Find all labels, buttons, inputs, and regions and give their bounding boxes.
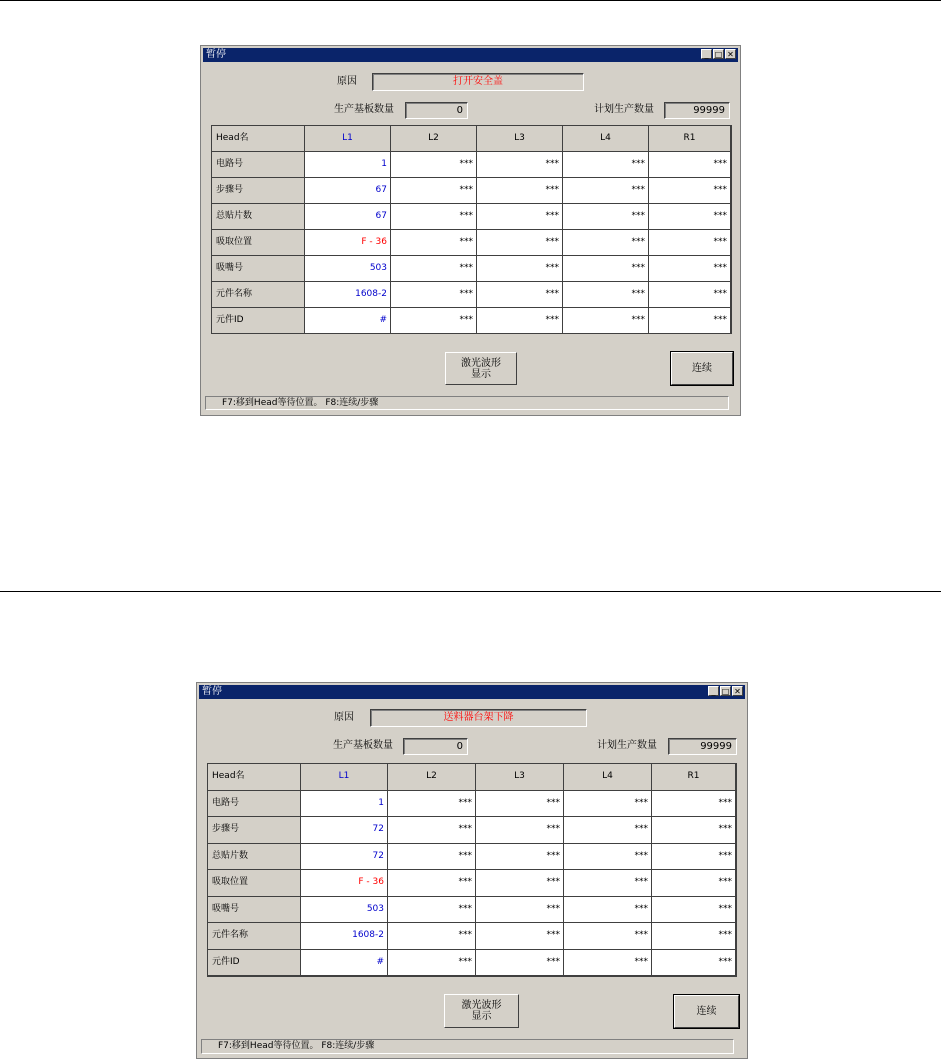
- continue-button[interactable]: [674, 995, 739, 1028]
- table-cell: ***: [388, 791, 476, 818]
- table-cell: ***: [564, 817, 652, 844]
- column-header-l3: L3: [476, 764, 564, 791]
- table-cell: ***: [563, 256, 649, 282]
- produced-count-field: 0: [403, 738, 468, 755]
- table-cell: ***: [476, 923, 564, 950]
- table-cell: ***: [476, 950, 564, 977]
- planned-count-label: 计划生产数量: [594, 104, 654, 115]
- table-cell: F - 36: [305, 230, 391, 256]
- close-icon[interactable]: ✕: [732, 686, 743, 696]
- table-cell: ***: [477, 282, 563, 308]
- row-label: 吸取位置: [212, 230, 305, 256]
- column-header-l1: L1: [301, 764, 388, 791]
- continue-label: 连续: [696, 1006, 717, 1017]
- table-cell: ***: [477, 152, 563, 178]
- continue-button[interactable]: [671, 352, 733, 385]
- table-cell: ***: [388, 844, 476, 871]
- table-cell: ***: [564, 791, 652, 818]
- row-label: 元件ID: [212, 308, 305, 334]
- table-cell: ***: [391, 152, 477, 178]
- table-cell: ***: [391, 230, 477, 256]
- table-cell: ***: [564, 897, 652, 924]
- table-cell: ***: [563, 230, 649, 256]
- head-status-table: [211, 125, 732, 334]
- table-cell: ***: [388, 897, 476, 924]
- minimize-icon[interactable]: _: [701, 49, 712, 59]
- table-cell: ***: [564, 870, 652, 897]
- column-header-l1: L1: [305, 126, 391, 152]
- table-cell: ***: [477, 308, 563, 334]
- table-cell: 1608-2: [301, 923, 388, 950]
- produced-count-field: 0: [405, 102, 468, 119]
- planned-count-field: 99999: [664, 102, 730, 119]
- table-cell: #: [301, 950, 388, 977]
- table-cell: ***: [563, 178, 649, 204]
- table-cell: 1: [301, 791, 388, 818]
- table-cell: ***: [649, 308, 731, 334]
- table-cell: ***: [388, 870, 476, 897]
- row-label: 步骤号: [208, 817, 301, 844]
- table-cell: ***: [388, 817, 476, 844]
- table-cell: ***: [649, 282, 731, 308]
- table-cell: #: [305, 308, 391, 334]
- table-cell: ***: [652, 870, 736, 897]
- reason-field: 送料器台架下降: [370, 709, 587, 727]
- table-cell: ***: [563, 204, 649, 230]
- table-cell: ***: [391, 282, 477, 308]
- top-separator-line: [0, 0, 941, 1]
- table-cell: ***: [477, 256, 563, 282]
- table-cell: ***: [564, 844, 652, 871]
- reason-field: 打开安全盖: [372, 73, 584, 91]
- maximize-icon[interactable]: □: [721, 687, 730, 696]
- table-cell: ***: [391, 308, 477, 334]
- title-bar[interactable]: [203, 48, 738, 62]
- table-cell: ***: [477, 178, 563, 204]
- table-cell: ***: [563, 152, 649, 178]
- table-cell: 1608-2: [305, 282, 391, 308]
- table-cell: 1: [305, 152, 391, 178]
- close-icon[interactable]: ✕: [725, 49, 736, 59]
- table-cell: ***: [391, 256, 477, 282]
- column-header-r1: R1: [652, 764, 736, 791]
- table-cell: ***: [476, 817, 564, 844]
- status-bar: F7:移到Head等待位置。 F8:连续/步骤: [205, 396, 729, 410]
- table-cell: ***: [388, 950, 476, 977]
- table-cell: ***: [649, 152, 731, 178]
- table-cell: ***: [477, 230, 563, 256]
- table-cell: ***: [652, 897, 736, 924]
- minimize-icon[interactable]: _: [708, 686, 719, 696]
- table-cell: ***: [652, 817, 736, 844]
- table-cell: ***: [652, 791, 736, 818]
- table-cell: ***: [563, 282, 649, 308]
- table-cell: ***: [477, 204, 563, 230]
- column-header-l2: L2: [391, 126, 477, 152]
- column-header-l4: L4: [564, 764, 652, 791]
- planned-count-label: 计划生产数量: [597, 740, 657, 751]
- row-label: 电路号: [208, 791, 301, 818]
- maximize-icon[interactable]: □: [714, 50, 723, 59]
- window-title: 暂停: [206, 49, 226, 60]
- row-label: 吸嘴号: [208, 897, 301, 924]
- table-cell: ***: [476, 870, 564, 897]
- table-cell: 503: [301, 897, 388, 924]
- table-cell: ***: [652, 923, 736, 950]
- table-cell: ***: [391, 204, 477, 230]
- row-label: 吸嘴号: [212, 256, 305, 282]
- status-bar: F7:移到Head等待位置。 F8:连续/步骤: [201, 1039, 734, 1054]
- table-cell: ***: [476, 791, 564, 818]
- laser-waveform-label: 激光波形 显示: [461, 358, 501, 380]
- table-cell: 503: [305, 256, 391, 282]
- table-cell: ***: [563, 308, 649, 334]
- row-label: 元件名称: [212, 282, 305, 308]
- row-label: 元件ID: [208, 950, 301, 977]
- table-cell: ***: [649, 256, 731, 282]
- table-cell: ***: [652, 844, 736, 871]
- row-label: 总贴片数: [208, 844, 301, 871]
- produced-count-label: 生产基板数量: [334, 104, 394, 115]
- continue-label: 连续: [692, 363, 712, 374]
- reason-label: 原因: [334, 712, 354, 723]
- table-cell: 67: [305, 178, 391, 204]
- table-cell: 67: [305, 204, 391, 230]
- laser-waveform-button[interactable]: [444, 994, 519, 1028]
- table-cell: ***: [564, 950, 652, 977]
- laser-waveform-label: 激光波形 显示: [461, 1000, 502, 1022]
- table-cell: ***: [476, 844, 564, 871]
- table-cell: ***: [649, 230, 731, 256]
- table-cell: 72: [301, 844, 388, 871]
- table-cell: ***: [649, 178, 731, 204]
- middle-separator-line: [0, 591, 941, 592]
- table-cell: ***: [564, 923, 652, 950]
- produced-count-label: 生产基板数量: [333, 740, 393, 751]
- laser-waveform-button[interactable]: [445, 352, 517, 385]
- table-cell: ***: [388, 923, 476, 950]
- column-header-l3: L3: [477, 126, 563, 152]
- table-cell: ***: [649, 204, 731, 230]
- column-header-head-name: Head名: [212, 126, 305, 152]
- row-label: 步骤号: [212, 178, 305, 204]
- table-cell: 72: [301, 817, 388, 844]
- window-title: 暂停: [202, 686, 222, 697]
- row-label: 电路号: [212, 152, 305, 178]
- planned-count-field: 99999: [668, 738, 737, 755]
- pause-dialog-1: [200, 45, 741, 416]
- column-header-l2: L2: [388, 764, 476, 791]
- pause-dialog-2: [196, 682, 748, 1059]
- table-cell: ***: [652, 950, 736, 977]
- column-header-head-name: Head名: [208, 764, 301, 791]
- table-cell: ***: [391, 178, 477, 204]
- reason-label: 原因: [337, 76, 357, 87]
- table-cell: F - 36: [301, 870, 388, 897]
- row-label: 元件名称: [208, 923, 301, 950]
- table-cell: ***: [476, 897, 564, 924]
- row-label: 总贴片数: [212, 204, 305, 230]
- head-status-table: [207, 763, 737, 977]
- column-header-r1: R1: [649, 126, 731, 152]
- title-bar[interactable]: [199, 685, 745, 699]
- row-label: 吸取位置: [208, 870, 301, 897]
- column-header-l4: L4: [563, 126, 649, 152]
